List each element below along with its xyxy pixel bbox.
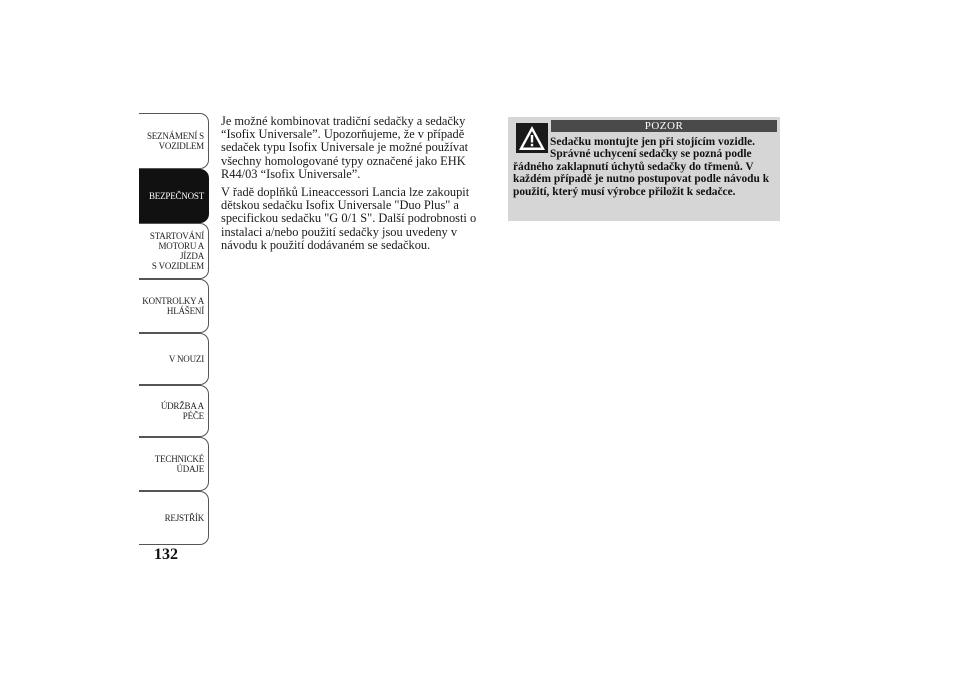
tab-udrzba-a-pece[interactable]: ÚDRŽBA A PÉČE <box>139 385 209 437</box>
tab-rejstrik[interactable]: REJSTŘÍK <box>139 491 209 545</box>
paragraph: Je možné kombinovat tradiční sedačky a sedačky “Isofix Universale”. Upozorňujeme, že v případě sedaček typu Isofix Universale je možné používat všechny homologované typy označené jako EHK R44/03 “Isofix Universale”. <box>221 114 469 181</box>
tab-startovani-motoru[interactable]: STARTOVÁNÍ MOTORU A JÍZDA S VOZIDLEM <box>139 223 209 279</box>
paragraph: V řadě doplňků Lineaccessori Lancia lze zakoupit dětskou sedačku Isofix Universale "Duo Plus" a specifickou sedačku "G 0/1 S". Další podrobnosti o instalaci a/nebo použití sedačky jsou uvedeny v návodu k použití dodávaném se sedačkou. <box>221 185 477 252</box>
tab-technicke-udaje[interactable]: TECHNICKÉ ÚDAJE <box>139 437 209 491</box>
page-number: 132 <box>154 546 178 563</box>
tab-seznameni-s-vozidlem[interactable]: SEZNÁMENÍ S VOZIDLEM <box>139 113 209 169</box>
warning-text-container <box>513 136 776 198</box>
warning-text: Sedačku montujte jen při stojícím vozidle. Správné uchycení sedačky se pozná podle řádného zaklapnutí úchytů sedačky do třmenů. V každém případě je nutno postupovat podle návodu k použití, který musí výrobce přiložit k sedačce. <box>513 136 770 198</box>
warning-box <box>508 117 780 221</box>
body-text <box>221 115 483 257</box>
tab-v-nouzi[interactable]: V NOUZI <box>139 333 209 385</box>
tab-bezpecnost[interactable]: BEZPEČNOST <box>139 169 209 223</box>
warning-title: POZOR <box>551 120 777 132</box>
tab-kontrolky-a-hlaseni[interactable]: KONTROLKY A HLÁŠENÍ <box>139 279 209 333</box>
